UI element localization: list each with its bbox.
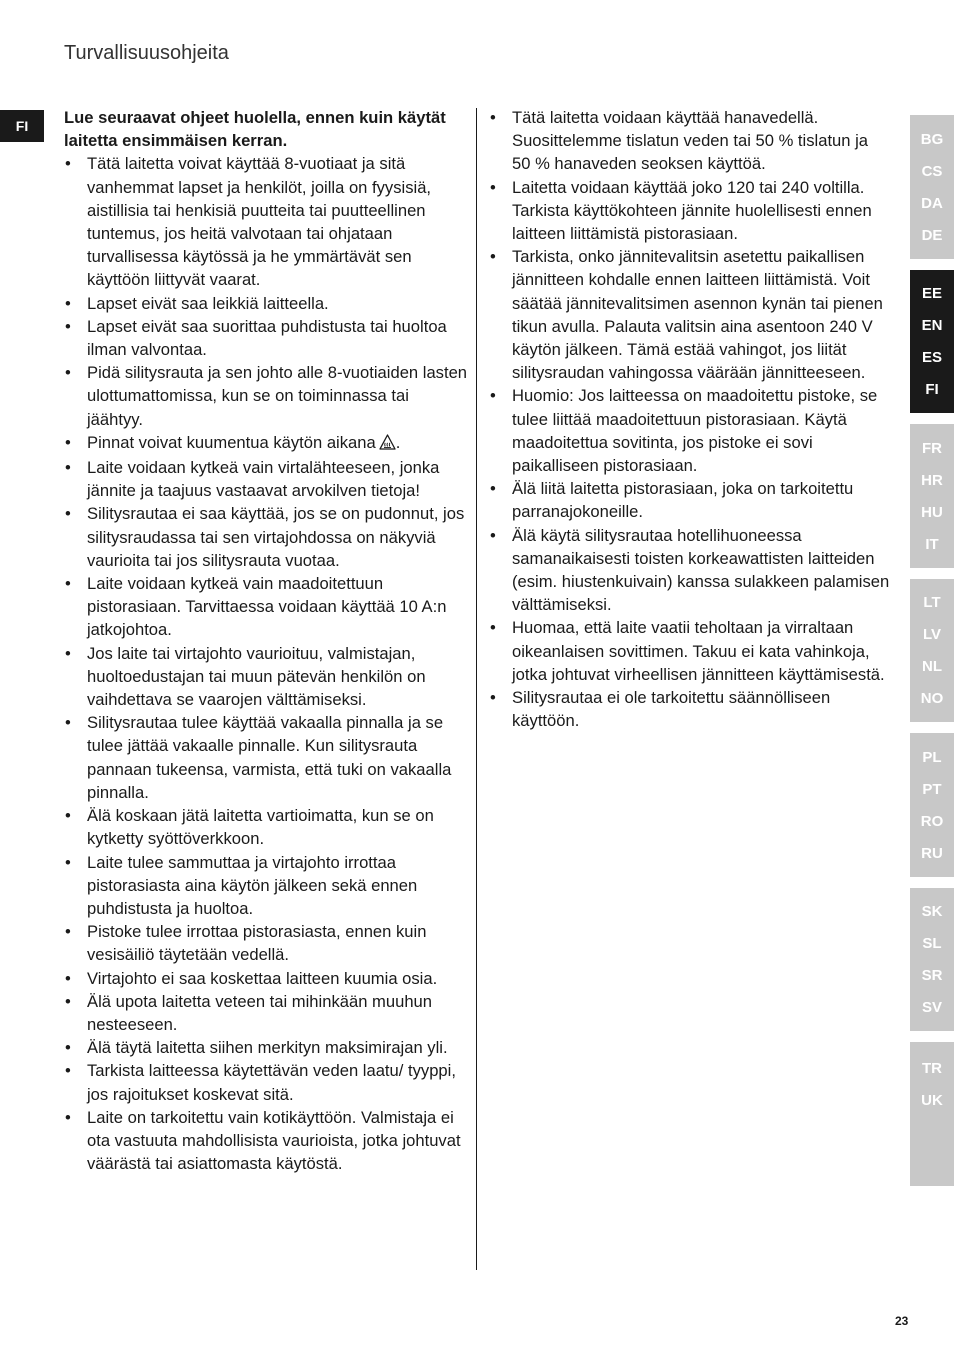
list-item: • Lapset eivät saa leikkiä laitteella. [64, 292, 468, 315]
language-code[interactable]: ES [921, 349, 942, 366]
language-code[interactable]: PT [922, 780, 942, 798]
language-group-5 [910, 733, 954, 877]
list-item: • Älä käytä silitysrautaa hotellihuoneessa samanaikaisesti toisten korkeawattisten laitteiden (esim. hiustenkuivain) kanssa sulakkeen palamisen välttämiseksi. [489, 524, 891, 617]
hot-surface-warning-icon [379, 433, 396, 456]
left-bullet-list [64, 152, 468, 1175]
list-item: • Laite voidaan kytkeä vain maadoitettuun pistorasiaan. Tarvittaessa voidaan käyttää 10 A:n jatkojohtoa. [64, 572, 468, 642]
language-code[interactable]: RO [920, 812, 944, 830]
language-code[interactable]: SK [921, 903, 943, 920]
language-code[interactable]: SV [921, 999, 942, 1016]
list-item: • Tarkista laitteessa käytettävän veden laatu/ tyyppi, jos rajoitukset koskevat sitä. [64, 1059, 468, 1105]
list-item: • Laitetta voidaan käyttää joko 120 tai 240 voltilla. Tarkista käyttökohteen jännite huolellisesti ennen laitteen liittämistä pistorasiaan. [489, 176, 891, 246]
language-group-6 [910, 888, 954, 1031]
language-code[interactable]: LT [923, 594, 941, 611]
list-item: • Tätä laitetta voivat käyttää 8-vuotiaat ja sitä vanhemmat lapset ja henkilöt, joilla on fyysisiä, aistillisia tai henkisiä puutteita tai puutteellinen tuntemus, jos heitä valvotaan tai ohjataan turvallisessa käytössä ja he ymmärtävät sen käyttöön liittyvät vaarat. [64, 152, 468, 291]
list-item: • Laite voidaan kytkeä vain virtalähteeseen, jonka jännite ja taajuus vastaavat arvokilven tietoja! [64, 456, 468, 502]
language-group-2-active [910, 270, 954, 413]
intro-text: Lue seuraavat ohjeet huolella, ennen kuin käytät laitetta ensimmäisen kerran. [64, 108, 446, 151]
list-item: • Älä koskaan jätä laitetta vartioimatta, kun se on kytketty syöttöverkkoon. [64, 804, 468, 850]
column-divider [476, 108, 477, 1270]
list-item: • Silitysrautaa tulee käyttää vakaalla pinnalla ja se tulee jättää vakaalle pinnalle. Kun silitysrauta pannaan tukeensa, varmista, että tuki on vakaalla pinnalla. [64, 711, 468, 804]
language-group-4 [910, 579, 954, 722]
language-code[interactable]: TR [922, 1059, 942, 1077]
language-code[interactable]: EN [921, 317, 943, 334]
language-code[interactable]: HR [921, 471, 943, 489]
language-group-7 [910, 1042, 954, 1186]
list-item: • Jos laite tai virtajohto vaurioituu, valmistajan, huoltoedustajan tai muun pätevän henkilön on vaihdettava se vaarojen välttämiseksi. [64, 642, 468, 712]
list-item: • Lapset eivät saa suorittaa puhdistusta tai huoltoa ilman valvontaa. [64, 315, 468, 361]
list-item: • Silitysrautaa ei ole tarkoitettu säännölliseen käyttöön. [489, 686, 891, 732]
language-code[interactable]: SR [921, 967, 943, 984]
list-item-text: Pinnat voivat kuumentua käytön aikana [87, 432, 376, 452]
language-code[interactable]: FR [922, 439, 942, 457]
language-code[interactable]: FI [925, 381, 939, 398]
list-item: • Virtajohto ei saa koskettaa laitteen kuumia osia. [64, 967, 468, 990]
list-item: • Laite on tarkoitettu vain kotikäyttöön. Valmistaja ei ota vastuuta mahdollisista vaurioista, jotka johtuvat väärästä tai asiattomasta käytöstä. [64, 1106, 468, 1176]
list-item: • Älä upota laitetta veteen tai mihinkään muuhun nesteeseen. [64, 990, 468, 1036]
list-item: • Pidä silitysrauta ja sen johto alle 8-vuotiaiden lasten ulottumattomissa, kun se on toiminnassa tai jäähtyy. [64, 361, 468, 431]
language-code[interactable]: BG [920, 130, 944, 148]
language-code[interactable]: DA [921, 194, 943, 212]
page-number: 23 [895, 1314, 909, 1328]
right-bullet-list [489, 106, 891, 732]
list-item: • Tarkista, onko jännitevalitsin asetettu paikallisen jännitteen kohdalle ennen laitteen liittämistä. Voit säätää jännitevalitsimen asennon kynän tai pienen tikun avulla. Palauta valitsin aina asentoon 240 V käytön jälkeen. Tämä estää vahingot, jos liität silitysraudan vahingossa väärään jännitteeseen. [489, 245, 891, 384]
list-item: • Huomaa, että laite vaatii teholtaan ja virraltaan oikeanlaisen sovittimen. Takuu ei kata vahinkoja, jotka johtuvat virheellisen jännitteen käyttämisestä. [489, 616, 891, 686]
language-group-3 [910, 424, 954, 568]
language-code[interactable]: PL [922, 748, 942, 766]
list-item: • Älä liitä laitetta pistorasiaan, joka on tarkoitettu parranajokoneille. [489, 477, 891, 523]
language-code[interactable]: NL [922, 658, 942, 675]
list-item: • Pinnat voivat kuumentua käytön aikana . [64, 431, 468, 456]
language-code[interactable]: NO [920, 690, 944, 707]
list-item: • Tätä laitetta voidaan käyttää hanavedellä. Suosittelemme tislatun veden tai 50 % tislatun ja 50 % hanaveden seoksen käyttöä. [489, 106, 891, 176]
list-item: • Pistoke tulee irrottaa pistorasiasta, ennen kuin vesisäiliö täytetään vedellä. [64, 920, 468, 966]
language-code[interactable]: HU [921, 503, 943, 521]
left-column [64, 106, 468, 1175]
page-title: Turvallisuusohjeita [64, 42, 229, 64]
right-column [489, 106, 891, 732]
language-code[interactable]: RU [921, 844, 943, 862]
language-code[interactable]: SL [922, 935, 942, 952]
language-tab: FI [0, 110, 44, 142]
list-item: • Älä täytä laitetta siihen merkityn maksimirajan yli. [64, 1036, 468, 1059]
language-code[interactable]: DE [921, 226, 943, 244]
list-item: • Laite tulee sammuttaa ja virtajohto irrottaa pistorasiasta aina käytön jälkeen sekä ennen puhdistusta ja huoltoa. [64, 851, 468, 921]
language-code[interactable]: CS [921, 162, 943, 180]
language-code[interactable]: EE [921, 285, 942, 302]
language-code[interactable]: IT [925, 535, 939, 553]
language-group-1 [910, 115, 954, 259]
language-code[interactable]: UK [921, 1091, 943, 1109]
language-code[interactable]: LV [922, 626, 942, 643]
list-item: • Silitysrautaa ei saa käyttää, jos se on pudonnut, jos silitysraudassa tai sen virtajohdossa on näkyviä vaurioita tai jos silitysrauta vuotaa. [64, 502, 468, 572]
list-item: • Huomio: Jos laitteessa on maadoitettu pistoke, se tulee liittää maadoitettuun pistorasiaan. Käytä maadoitettua sovitinta, jos pistoke ei sovi paikalliseen pistorasiaan. [489, 384, 891, 477]
